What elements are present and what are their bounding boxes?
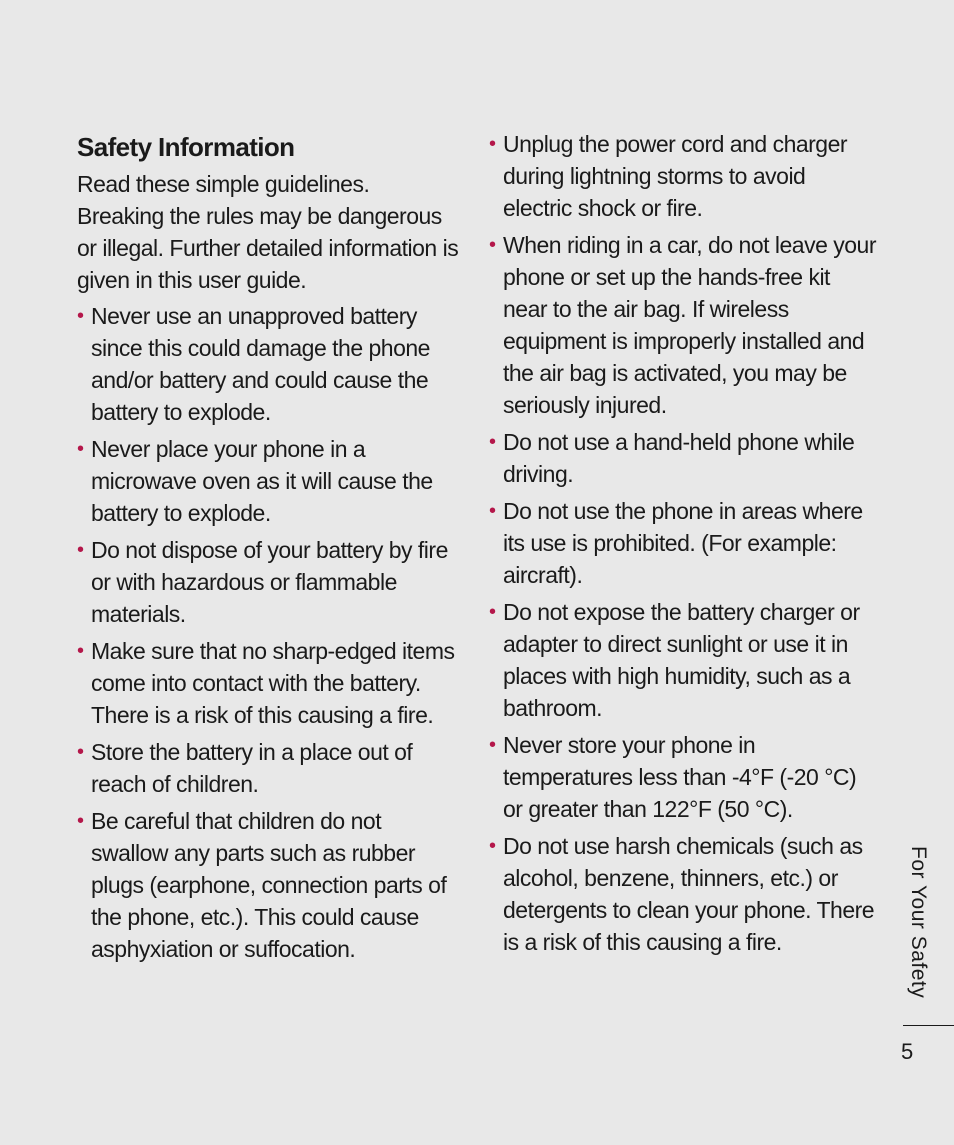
list-item-text: Do not use the phone in areas where its use is prohibited. (For example: aircraft). xyxy=(503,498,863,588)
list-item xyxy=(77,534,462,630)
page-number: 5 xyxy=(901,1039,914,1064)
bullet-icon: • xyxy=(489,601,496,623)
bullet-icon: • xyxy=(77,438,84,460)
list-item-text: Do not use a hand-held phone while driving. xyxy=(503,429,855,487)
bullet-icon: • xyxy=(77,539,84,561)
list-item-text: Unplug the power cord and charger during lightning storms to avoid electric shock or fire. xyxy=(503,131,848,221)
side-divider xyxy=(903,1025,954,1026)
list-item xyxy=(489,128,879,224)
bullet-icon: • xyxy=(489,133,496,155)
list-item xyxy=(77,635,462,731)
intro-paragraph: Read these simple guidelines. Breaking the rules may be dangerous or illegal. Further detailed information is given in this user guide. xyxy=(77,171,459,293)
bullet-icon: • xyxy=(489,835,496,857)
list-item xyxy=(77,736,462,800)
list-item-text: When riding in a car, do not leave your phone or set up the hands-free kit near to the air bag. If wireless equipment is improperly installed and the air bag is activated, you may be seriously injured. xyxy=(503,232,877,418)
bullet-icon: • xyxy=(489,234,496,256)
bullet-icon: • xyxy=(77,810,84,832)
bullet-icon: • xyxy=(77,741,84,763)
list-item xyxy=(489,729,879,825)
list-item xyxy=(77,300,462,428)
bullet-icon: • xyxy=(77,640,84,662)
list-item xyxy=(489,830,879,958)
list-item-text: Store the battery in a place out of reach of children. xyxy=(91,739,413,797)
list-item xyxy=(77,433,462,529)
list-item xyxy=(489,495,879,591)
list-item xyxy=(77,805,462,965)
list-item-text: Do not expose the battery charger or adapter to direct sunlight or use it in places with high humidity, such as a bathroom. xyxy=(503,599,860,721)
bullet-icon: • xyxy=(77,305,84,327)
section-title: Safety Information xyxy=(77,132,295,162)
list-item-text: Make sure that no sharp-edged items come into contact with the battery. There is a risk of this causing a fire. xyxy=(91,638,455,728)
bullet-icon: • xyxy=(489,431,496,453)
list-item xyxy=(489,426,879,490)
left-bullet-list xyxy=(77,300,462,965)
list-item-text: Do not use harsh chemicals (such as alcohol, benzene, thinners, etc.) or detergents to clean your phone. There is a risk of this causing a fire. xyxy=(503,833,875,955)
right-bullet-list xyxy=(489,128,879,958)
list-item-text: Never store your phone in temperatures less than -4°F (-20 °C) or greater than 122°F (50 °C). xyxy=(503,732,857,822)
section-side-label: For Your Safety xyxy=(907,846,930,999)
bullet-icon: • xyxy=(489,500,496,522)
list-item xyxy=(489,229,879,421)
bullet-icon: • xyxy=(489,734,496,756)
list-item xyxy=(489,596,879,724)
list-item-text: Never use an unapproved battery since this could damage the phone and/or battery and could cause the battery to explode. xyxy=(91,303,430,425)
list-item-text: Never place your phone in a microwave oven as it will cause the battery to explode. xyxy=(91,436,433,526)
right-column xyxy=(489,128,879,963)
left-column xyxy=(77,128,462,970)
list-item-text: Be careful that children do not swallow any parts such as rubber plugs (earphone, connection parts of the phone, etc.). This could cause asphyxiation or suffocation. xyxy=(91,808,447,962)
list-item-text: Do not dispose of your battery by fire or with hazardous or flammable materials. xyxy=(91,537,448,627)
